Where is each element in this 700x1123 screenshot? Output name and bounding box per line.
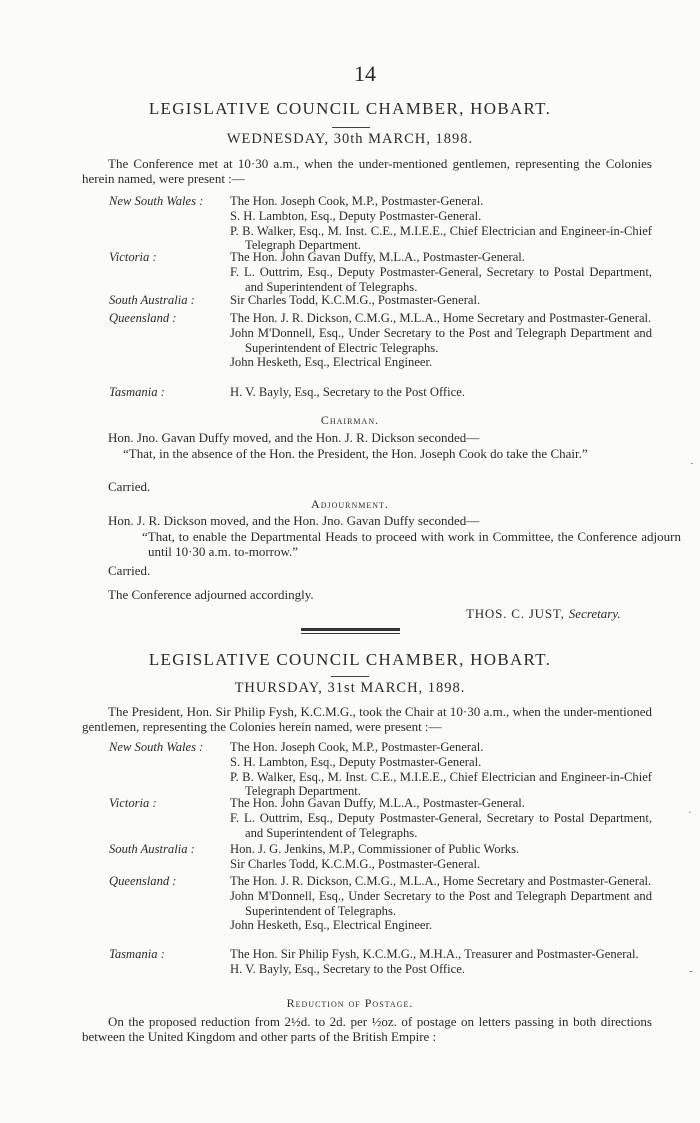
colony-label: Queensland : [109, 311, 177, 325]
attendee-line: The Hon. Sir Philip Fysh, K.C.M.G., M.H.A., Treasurer and Postmaster-General. [230, 947, 639, 961]
closing-statement: The Conference adjourned accordingly. [108, 587, 314, 602]
attendee-line: S. H. Lambton, Esq., Deputy Postmaster-General. [230, 208, 482, 223]
attendee-line: H. V. Bayly, Esq., Secretary to the Post Office. [230, 961, 465, 976]
colony-label: Victoria : [109, 796, 157, 810]
attendee-line: John M'Donnell, Esq., Under Secretary to the Post and Telegraph Department and Superintendent of Telegraphs. [230, 888, 652, 918]
margin-mark: · [688, 807, 692, 819]
motion-text: Hon. Jno. Gavan Duffy moved, and the Hon. J. R. Dickson seconded— [108, 430, 480, 445]
attendee-line: The Hon. Joseph Cook, M.P., Postmaster-General. [230, 194, 484, 208]
section-title-chairman: Chairman. [320, 413, 380, 427]
meeting-1-date: WEDNESDAY, 30th MARCH, 1898. [226, 131, 474, 147]
colony-label: Tasmania : [109, 385, 165, 399]
signature: THOS. C. JUST, Secretary. [466, 606, 621, 621]
colony-label: Victoria : [109, 250, 157, 264]
margin-mark: · [690, 458, 694, 470]
attendee-line: The Hon. John Gavan Duffy, M.L.A., Postmaster-General. [230, 796, 525, 810]
meeting-1-intro: The Conference met at 10·30 a.m., when the under-mentioned gentlemen, representing the Colonies herein named, were present :— [82, 156, 652, 186]
attendee-line: Sir Charles Todd, K.C.M.G., Postmaster-General. [230, 293, 481, 307]
colony-label: Queensland : [109, 874, 177, 888]
meeting-2-date: THURSDAY, 31st MARCH, 1898. [234, 680, 466, 696]
attendee-line: H. V. Bayly, Esq., Secretary to the Post Office. [230, 385, 465, 399]
attendee-line: The Hon. J. R. Dickson, C.M.G., M.L.A., Home Secretary and Postmaster-General. [230, 311, 652, 325]
section-separator-thin [301, 633, 400, 634]
colony-label: South Australia : [109, 842, 195, 856]
attendee-line: The Hon. Joseph Cook, M.P., Postmaster-General. [230, 740, 484, 754]
attendee-line: Hon. J. G. Jenkins, M.P., Commissioner of Public Works. [230, 842, 520, 856]
section-separator [301, 628, 400, 631]
colony-label: South Australia : [109, 293, 195, 307]
attendee-line: P. B. Walker, Esq., M. Inst. C.E., M.I.E.E., Chief Electrician and Engineer-in-Chief Telegraph Department. [230, 223, 652, 253]
motion-result: Carried. [108, 563, 151, 578]
meeting-2-intro: The President, Hon. Sir Philip Fysh, K.C.M.G., took the Chair at 10·30 a.m., when the under-mentioned gentlemen, representing the Colonies herein named, were present :— [82, 704, 652, 734]
motion-quote: “That, to enable the Departmental Heads to proceed with work in Committee, the Conference adjourn until 10·30 a.m. to-morrow.” [142, 529, 681, 559]
attendee-line: P. B. Walker, Esq., M. Inst. C.E., M.I.E.E., Chief Electrician and Engineer-in-Chief Telegraph Department. [230, 769, 652, 799]
colony-label: New South Wales : [109, 194, 204, 208]
attendee-line: F. L. Outtrim, Esq., Deputy Postmaster-General, Secretary to Postal Department, and Superintendent of Telegraphs. [230, 264, 652, 294]
colony-label: Tasmania : [109, 947, 165, 961]
margin-mark: - [689, 965, 693, 977]
attendee-line: The Hon. John Gavan Duffy, M.L.A., Postmaster-General. [230, 250, 525, 264]
meeting-2-heading: LEGISLATIVE COUNCIL CHAMBER, HOBART. [148, 650, 552, 669]
attendee-line: F. L. Outtrim, Esq., Deputy Postmaster-General, Secretary to Postal Department, and Superintendent of Telegraphs. [230, 810, 652, 840]
attendee-line: John M'Donnell, Esq., Under Secretary to the Post and Telegraph Department and Superintendent of Electric Telegraphs. [230, 325, 652, 355]
attendee-line: Sir Charles Todd, K.C.M.G., Postmaster-General. [230, 856, 481, 871]
date-rule [332, 127, 370, 128]
section-title-adjournment: Adjournment. [311, 497, 389, 511]
attendee-line: John Hesketh, Esq., Electrical Engineer. [230, 355, 433, 370]
attendee-line: The Hon. J. R. Dickson, C.M.G., M.L.A., Home Secretary and Postmaster-General. [230, 874, 652, 888]
section-title-reduction: Reduction of Postage. [286, 996, 414, 1010]
motion-result: Carried. [108, 479, 151, 494]
date-rule [331, 676, 369, 677]
motion-quote: “That, in the absence of the Hon. the President, the Hon. Joseph Cook do take the Chair.” [123, 446, 588, 461]
page-number: 14 [354, 61, 376, 86]
meeting-1-heading: LEGISLATIVE COUNCIL CHAMBER, HOBART. [148, 99, 552, 118]
reduction-text: On the proposed reduction from 2½d. to 2d. per ½oz. of postage on letters passing in both directions between the United Kingdom and other parts of the British Empire : [82, 1014, 652, 1044]
attendee-line: S. H. Lambton, Esq., Deputy Postmaster-General. [230, 754, 482, 769]
motion-text: Hon. J. R. Dickson moved, and the Hon. Jno. Gavan Duffy seconded— [108, 513, 480, 528]
attendee-line: John Hesketh, Esq., Electrical Engineer. [230, 918, 433, 933]
colony-label: New South Wales : [109, 740, 204, 754]
